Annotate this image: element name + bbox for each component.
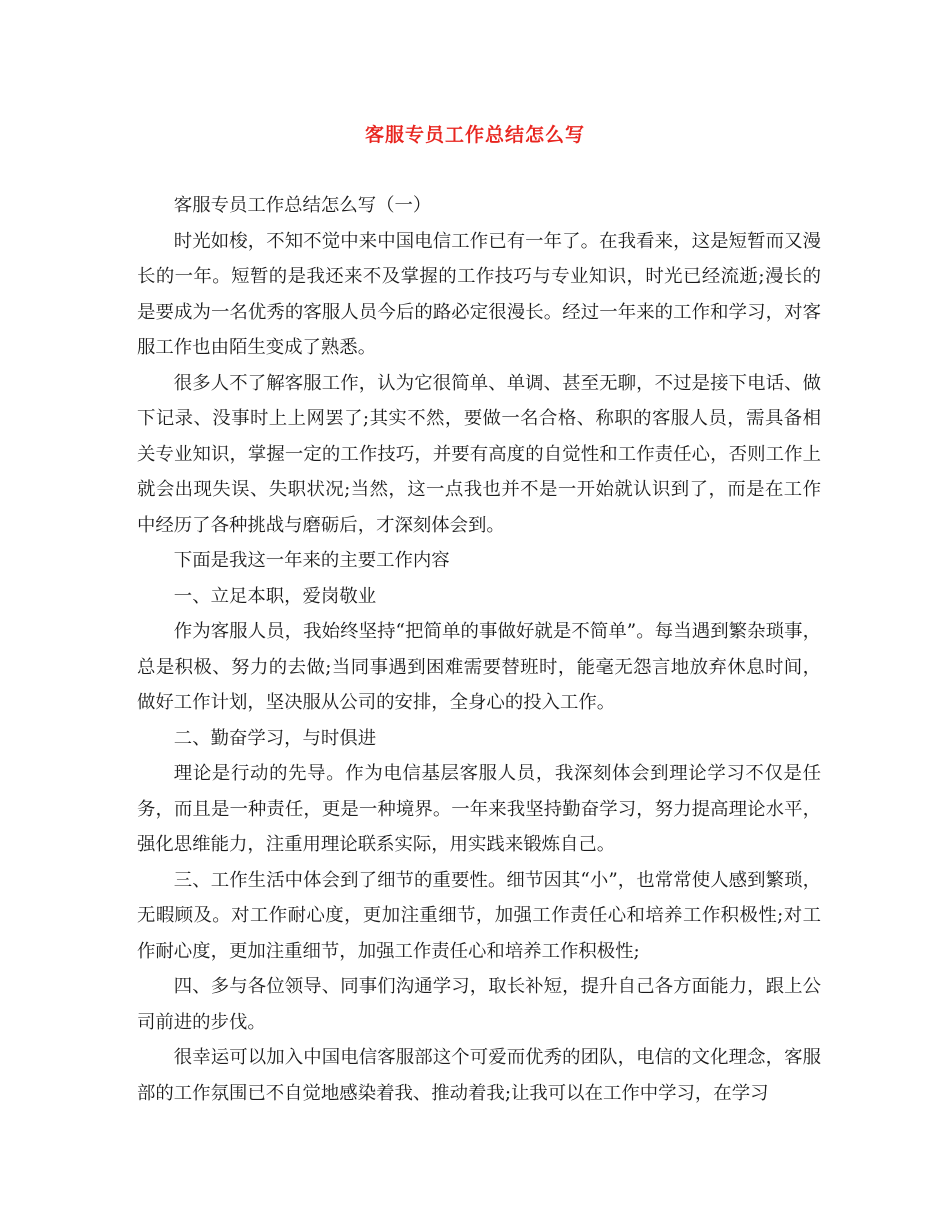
document-title: 客服专员工作总结怎么写 [364,124,585,146]
paragraph: 作为客服人员，我始终坚持“把简单的事做好就是不简单”。每当遇到繁杂琐事，总是积极、努力的去做;当同事遇到困难需要替班时，能毫无怨言地放弃休息时间，做好工作计划，坚决服从公司的安排，全身心的投入工作。 [137,621,821,713]
paragraph: 下面是我这一年来的主要工作内容 [173,550,450,571]
paragraph: 很多人不了解客服工作，认为它很简单、单调、甚至无聊，不过是接下电话、做下记录、没事时上上网罢了;其实不然，要做一名合格、称职的客服人员，需具备相关专业知识，掌握一定的工作技巧，并要有高度的自觉性和工作责任心，否则工作上就会出现失误、失职状况;当然，这一点我也并不是一开始就认识到了，而是在工作中经历了各种挑战与磨砺后，才深刻体会到。 [137,372,821,536]
paragraph: 很幸运可以加入中国电信客服部这个可爱而优秀的团队，电信的文化理念，客服部的工作氛围已不自觉地感染着我、推动着我;让我可以在工作中学习，在学习 [137,1047,821,1104]
section-heading: 客服专员工作总结怎么写（一） [173,195,432,216]
paragraph: 时光如梭，不知不觉中来中国电信工作已有一年了。在我看来，这是短暂而又漫长的一年。短暂的是我还来不及掌握的工作技巧与专业知识，时光已经流逝;漫长的是要成为一名优秀的客服人员今后的路必定很漫长。经过一年来的工作和学习，对客服工作也由陌生变成了熟悉。 [137,230,821,358]
subheading: 一、立足本职，爱岗敬业 [173,585,377,607]
paragraph: 三、工作生活中体会到了细节的重要性。细节因其“小”，也常常使人感到繁琐，无暇顾及。对工作耐心度，更加注重细节，加强工作责任心和培养工作积极性;对工作耐心度，更加注重细节，加强工作责任心和培养工作积极性; [137,869,821,962]
paragraph: 理论是行动的先导。作为电信基层客服人员，我深刻体会到理论学习不仅是任务，而且是一种责任，更是一种境界。一年来我坚持勤奋学习，努力提高理论水平，强化思维能力，注重用理论联系实际，用实践来锻炼自己。 [137,763,821,855]
document-body [137,188,821,1111]
paragraph: 四、多与各位领导、同事们沟通学习，取长补短，提升自己各方面能力，跟上公司前进的步伐。 [137,976,821,1033]
subheading: 二、勤奋学习，与时俱进 [173,727,377,749]
